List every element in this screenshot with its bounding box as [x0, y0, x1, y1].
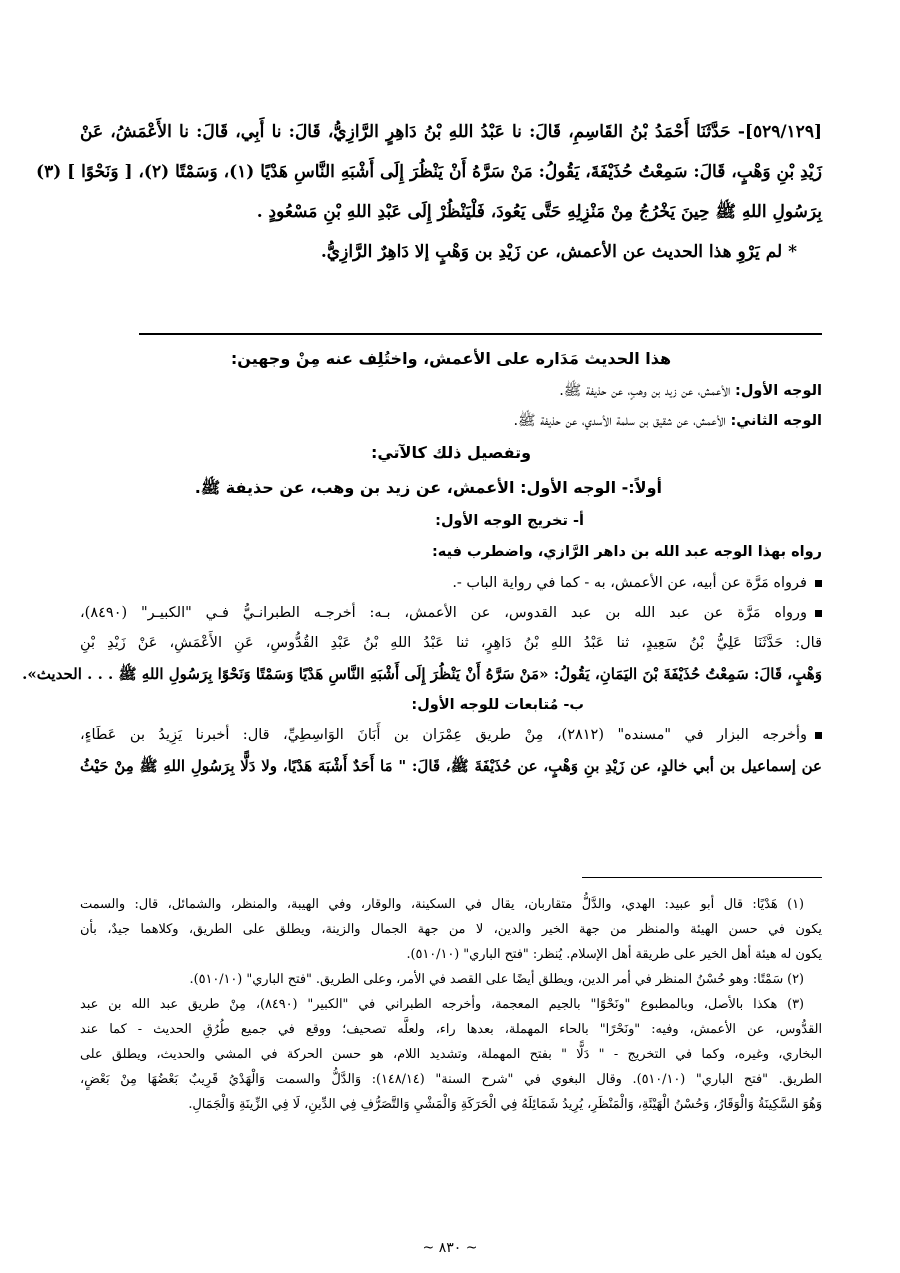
- hadith-note: * لم يَرْوِ هذا الحديث عن الأعمش، عن زَيْدِ بن وَهْبٍ إلا دَاهِرٌ الرَّازِيُّ.: [320, 242, 797, 262]
- hadith-line: [٥٢٩/١٢٩]- حَدَّثَنَا أَحْمَدُ بْنُ القَاسِمِ، قَالَ: نا عَبْدُ اللهِ بْنُ دَاهِرٍ الرَّازِيُّ، قَالَ: نا أَبِي، قَالَ: نا الأَعْمَشُ، عَنْ: [80, 122, 822, 142]
- analysis-section: [22, 342, 822, 782]
- second-aspect: [80, 406, 822, 436]
- footnote-3: (٣) هكذا بالأصل، وبالمطبوع "ونَحْوًا" بالجيم المعجمة، وأخرجه الطبراني في "الكبير" (٨٤٩٠)، مِنْ طريق عبد الله بن عبد: [80, 997, 805, 1012]
- list-item-continuation: قال: حَدَّثَنَا عَلِيُّ بْنُ سَعِيدٍ، ثنا عَبْدُ اللهِ بْنُ دَاهِرٍ، ثنا عَبْدُ اللهِ بْنُ عَبْدِ القُدُّوسِ، عَنِ الأَعْمَشِ، عَنْ زَيْدِ بْنِ: [80, 635, 822, 651]
- analysis-heading: هذا الحديث مَدَاره على الأعمش، واختُلِف عنه مِنْ وجهين:: [230, 349, 672, 368]
- list-item: [80, 598, 822, 628]
- detail-heading: وتفصيل ذلك كالآتي:: [370, 443, 532, 462]
- second-aspect-label: الوجه الثاني:: [730, 413, 822, 429]
- hadith-text: [36, 112, 822, 272]
- footnote-1-cont: يكون له هيئة أهل الخير على طريقة أهل الإسلام. يُنظر: "فتح الباري" (٥١٠/١٠).: [406, 947, 822, 962]
- section-divider: [139, 333, 822, 335]
- list-item: [80, 720, 822, 750]
- list-item-text: فرواه مَرَّة عن أبيه، عن الأعمش، به - كما في رواية الباب -.: [452, 575, 807, 591]
- footnote-1: (١) هَدْيًا: قال أبو عبيد: الهدي، والدَّلُّ متقاربان، يقال في السكينة، والوقار، وفي الهيبة، والمنظر، والشمائل، قال: والسمت: [80, 897, 804, 912]
- footnote-3-cont: وَهُوَ السَّكِينَةُ وَالْوَقَارُ، وَحُسْنُ الْهَيْئَةِ، وَالْمَنْظَرِ، يُرِيدُ شَمَائِلَهُ فِي الْحَرَكَةِ وَالْمَشْيِ وَالتَّصَرُّفِ فِي الدِّينِ، لَا فِي الزِّينَةِ وَالْجَمَالِ.: [188, 1097, 822, 1112]
- list-item: [80, 568, 822, 598]
- square-bullet-icon: [815, 610, 822, 617]
- hadith-line: زَيْدِ بْنِ وَهْبٍ، قَالَ: سَمِعْتُ حُذَيْفَةَ، يَقُولُ: مَنْ سَرَّهُ أَنْ يَنْظُرَ إِلَى أَشْبَهِ النَّاسِ هَدْيًا (١)، وَسَمْتًا (٢)، [ وَنَحْوًا ] (٣): [36, 162, 822, 182]
- first-aspect-heading: أولاً:- الوجه الأول: الأعمش، عن زيد بن وهب، عن حذيفة ﷺ.: [194, 478, 662, 497]
- first-aspect-label: الوجه الأول:: [735, 383, 822, 399]
- footnote-2: (٢) سَمْتًا: وهو حُسْنُ المنظر في أمر الدين، ويطلق أيضًا على القصد في الأمر، وعلى الطريق. "فتح الباري" (٥١٠/١٠).: [189, 972, 804, 987]
- footnote-1-cont: يكون في حسن الهيئة والمنظر من جهة الخير والدين، لا من جهة الجمال والزينة، ويطلق على الطريق، وكلاهما جيدٌ، بأن: [80, 922, 822, 937]
- mutabaat-subheading: ب- مُتابعات للوجه الأول:: [411, 697, 584, 713]
- narration-intro: رواه بهذا الوجه عبد الله بن داهر الرَّازي، واضطرب فيه:: [431, 544, 822, 560]
- footnotes: [80, 892, 822, 1117]
- footnote-3-cont: البخاري، وغيره، وكما في التخريج - " دَلًّا " بفتح المهملة، وتشديد اللام، هو حسن الحركة في المشي والحديث، ويطلق على: [80, 1047, 822, 1062]
- first-aspect-text: الأعمش، عن زيد بن وهبٍ، عن حذيفة ﷺ.: [559, 383, 736, 399]
- footnote-divider: [582, 877, 822, 878]
- square-bullet-icon: [815, 580, 822, 587]
- list-item-continuation: عن إسماعيل بن أبي خالدٍ، عن زَيْدِ بنِ وَهْبٍ، عن حُذَيْفَةَ ﷺ، قَالَ: " مَا أَحَدٌ أَشْبَهَ هَدْيًا، ولا دَلًّا بِرَسُولِ اللهِ ﷺ مِنْ حَيْثُ: [80, 757, 822, 775]
- takhrij-subheading: أ- تخريج الوجه الأول:: [435, 513, 584, 529]
- list-item-text: وأخرجه البزار في "مسنده" (٢٨١٢)، مِنْ طريق عِمْرَان بن أَبَانَ الوَاسِطِيِّ، قال: أخبرنا يَزِيدُ بن عَطَاءٍ،: [80, 727, 807, 743]
- page-number: ~ ٨٣٠ ~: [422, 1240, 478, 1256]
- first-aspect: [80, 376, 822, 406]
- second-aspect-text: الأعمش، عن شقيق بن سلمة الأسدي، عن حذيفة ﷺ.: [513, 413, 731, 429]
- list-item-text: ورواه مَرَّة عن عبد الله بن عبد القدوس، عن الأعمش، بـه: أخرجـه الطبرانـيُّ فـي "الكبيـر" (٨٤٩٠)،: [80, 605, 807, 621]
- square-bullet-icon: [815, 732, 822, 739]
- footnote-3-cont: القدُّوس، عن الأعمش، وفيه: "ونَحْرًا" بالحاء المهملة، بعدها راء، ولعلَّه تصحيف؛ ووقع في جميع طُرُقِ الحديث - كما عند: [80, 1022, 822, 1037]
- hadith-line: بِرَسُولِ اللهِ ﷺ حِينَ يَخْرُجُ مِنْ مَنْزِلِهِ حَتَّى يَعُودَ، فَلْيَنْظُرْ إِلَى عَبْدِ اللهِ بْنِ مَسْعُودٍ .: [256, 202, 822, 222]
- quoted-hadith: وَهْبٍ، قَالَ: سَمِعْتُ حُذَيْفَةَ بْنَ اليَمَانِ، يَقُولُ: «مَنْ سَرَّهُ أَنْ يَنْظُرَ إِلَى أَشْبَهِ النَّاسِ هَدْيًا وَسَمْتًا وَنَحْوًا بِرَسُولِ اللهِ ﷺ . . . الحديث».: [22, 665, 822, 683]
- footnote-3-cont: الطريق. "فتح الباري" (٥١٠/١٠). وقال البغوي في "شرح السنة" (١٤٨/١٤): وَالدَّلُّ والسمت وَالْهَدْيُ قَرِيبٌ بَعْضُهَا مِنْ بَعْضٍ،: [80, 1072, 822, 1087]
